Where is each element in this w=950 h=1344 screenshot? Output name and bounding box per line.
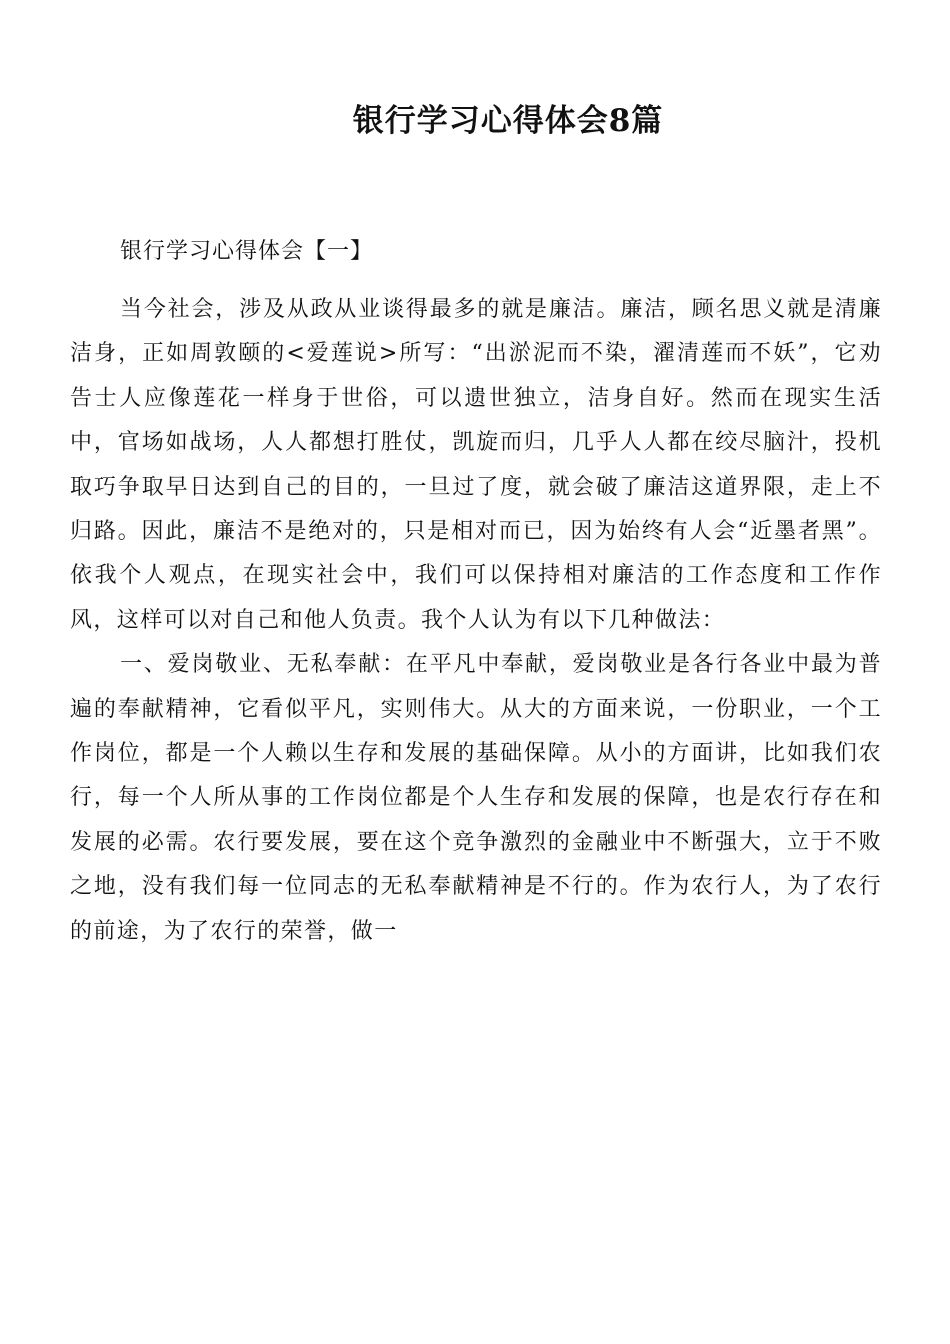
paragraph: 一、爱岗敬业、无私奉献：在平凡中奉献，爱岗敬业是各行各业中最为普遍的奉献精神，它看似平凡，实则伟大。从大的方面来说，一份职业，一个工作岗位，都是一个人赖以生存和发展的基础保障。从小的方面讲，比如我们农行，每一个人所从事的工作岗位都是个人生存和发展的保障，也是农行存在和发展的必需。农行要发展，要在这个竞争激烈的金融业中不断强大，立于不败之地，没有我们每一位同志的无私奉献精神是不行的。作为农行人，为了农行的前途，为了农行的荣誉，做一 [70,652,882,944]
section-heading: 银行学习心得体会【一】 [120,239,374,264]
document-body [70,288,882,954]
paragraph: 当今社会，涉及从政从业谈得最多的就是廉洁。廉洁，顾名思义就是清廉洁身，正如周敦颐的<爱莲说>所写：“出淤泥而不染，濯清莲而不妖”，它劝告士人应像莲花一样身于世俗，可以遗世独立，洁身自好。然而在现实生活中，官场如战场，人人都想打胜仗，凯旋而归，几乎人人都在绞尽脑汁，投机取巧争取早日达到自己的目的，一旦过了度，就会破了廉洁这道界限，走上不归路。因此，廉洁不是绝对的，只是相对而已，因为始终有人会“近墨者黑”。依我个人观点，在现实社会中，我们可以保持相对廉洁的工作态度和工作作风，这样可以对自己和他人负责。我个人认为有以下几种做法： [70,297,882,633]
document-title: 银行学习心得体会8篇 [352,103,664,139]
